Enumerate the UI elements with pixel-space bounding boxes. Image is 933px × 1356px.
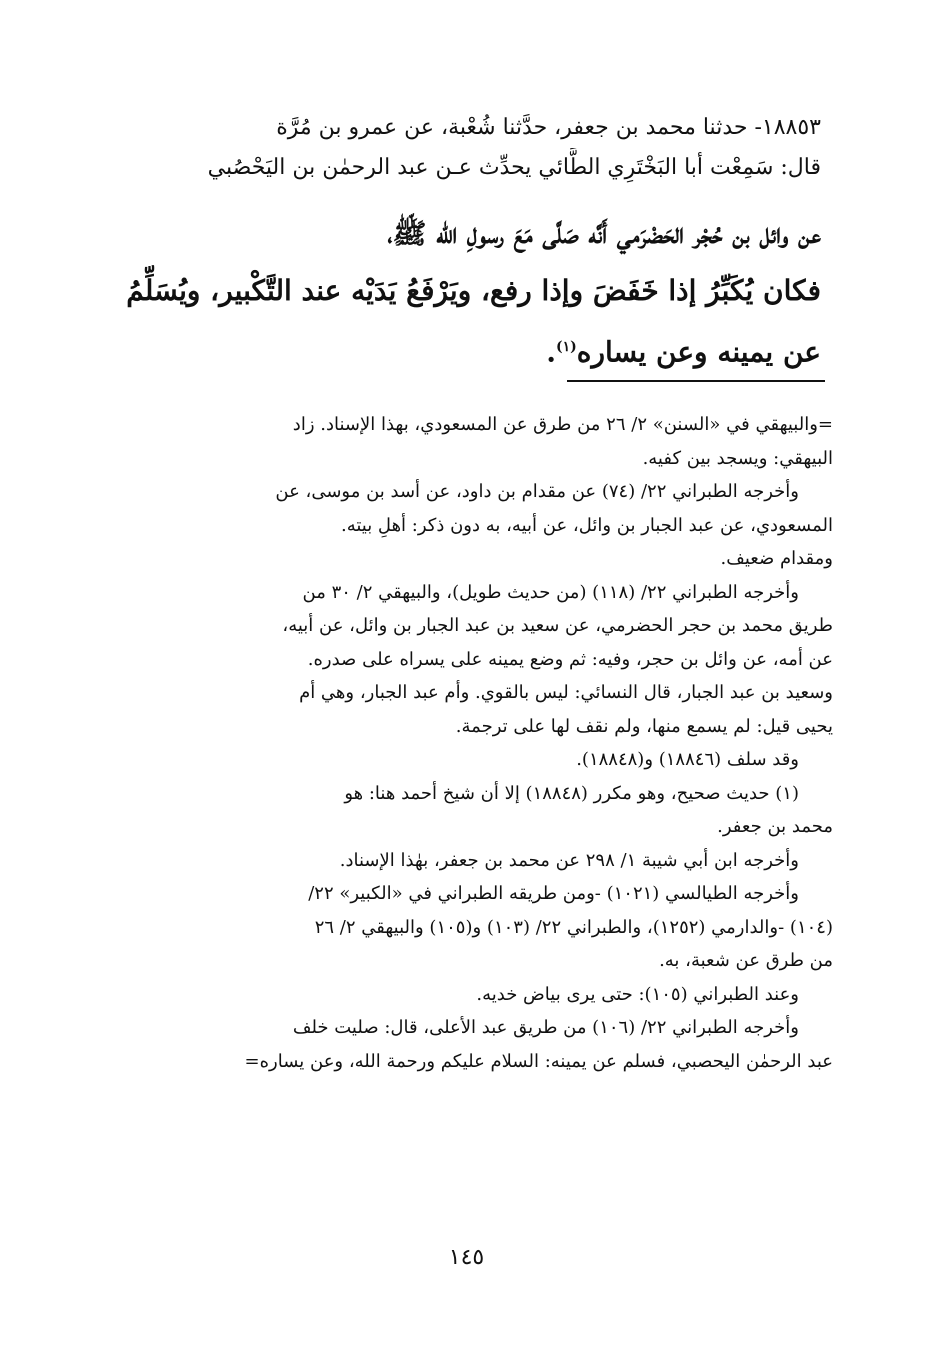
matn-line-3-text: عن يمينه وعن يساره bbox=[576, 335, 821, 369]
matn-line-3 bbox=[121, 319, 821, 380]
footnote-separator bbox=[567, 380, 825, 382]
hadith-isnad bbox=[121, 108, 821, 188]
footnote-line: ومقدام ضعيف. bbox=[720, 548, 833, 569]
footnote-reference[interactable]: (١) bbox=[556, 339, 577, 355]
footnote-line: من طرق عن شعبة، به. bbox=[659, 950, 833, 971]
matn-line-1: عن وائل بن حُجْر الحَضْرَمي أَنَّه صَلَّى مَعَ رسولِ الله ﷺ، bbox=[387, 217, 821, 250]
footnote-line: البيهقي: ويسجد بين كفيه. bbox=[642, 447, 833, 469]
footnote-line: (١٠٤) -والدارمي (١٢٥٢)، والطبراني ٢٢/ (١٠٣) و(١٠٥) والبيهقي ٢/ ٢٦ bbox=[314, 916, 833, 938]
footnote-line: محمد بن جعفر. bbox=[717, 816, 833, 837]
footnote-line: وأخرجه الطبراني ٢٢/ (٧٤) عن مقدام بن داود، عن أسد بن موسى، عن bbox=[275, 481, 799, 502]
footnote-line: عبد الرحمٰن اليحصبي، فسلم عن يمينه: السلام عليكم ورحمة الله، وعن يساره= bbox=[244, 1050, 833, 1072]
footnote-line: =والبيهقي في «السنن» ٢/ ٢٦ من طرق عن المسعودي، بهذا الإسناد. زاد bbox=[292, 414, 833, 435]
footnote-line: وأخرجه الطبراني ٢٢/ (١٠٦) من طريق عبد الأعلى، قال: صليت خلف bbox=[292, 1017, 799, 1038]
footnote-line: وأخرجه ابن أبي شيبة ١/ ٢٩٨ عن محمد بن جعفر، بهٰذا الإسناد. bbox=[339, 849, 799, 871]
footnote-line: عن أمه، عن وائل بن حجر، وفيه: ثم وضع يمينه على يسراه على صدره. bbox=[307, 648, 833, 670]
isnad-line-1: ١٨٨٥٣- حدثنا محمد بن جعفر، حدَّثنا شُعْبة، عن عمرو بن مُرَّة bbox=[276, 115, 821, 140]
footnote-line: وسعيد بن عبد الجبار، قال النسائي: ليس بالقوي. وأم عبد الجبار، وهي أم bbox=[299, 682, 833, 703]
footnote-line: وأخرجه الطيالسي (١٠٢١) -ومن طريقه الطبراني في «الكبير» ٢٢/ bbox=[308, 883, 799, 904]
matn-line-2: فكان يُكَبِّرُ إذا خَفَضَ وإذا رفع، ويَرْفَعُ يَدَيْه عند التَّكْبير، ويُسَلِّمُ bbox=[126, 274, 821, 307]
isnad-line-2: قال: سَمِعْت أبا البَخْتَرِي الطَّائي يحدِّث عـن عبد الرحمٰن بن اليَحْصُبي bbox=[207, 155, 821, 180]
matn-end-mark: . bbox=[546, 335, 557, 369]
footnote-line: وأخرجه الطبراني ٢٢/ (١١٨) (من حديث طويل)، والبيهقي ٢/ ٣٠ من bbox=[302, 581, 799, 603]
page-number: ١٤٥ bbox=[448, 1245, 485, 1270]
footnote-line: (١) حديث صحيح، وهو مكرر (١٨٨٤٨) إلا أن شيخ أحمد هنا: هو bbox=[344, 782, 799, 804]
footnotes-section bbox=[111, 408, 833, 1078]
footnote-line: وعند الطبراني (١٠٥): حتى يرى بياض خديه. bbox=[476, 983, 799, 1005]
footnote-line: وقد سلف (١٨٨٤٦) و(١٨٨٤٨). bbox=[576, 749, 799, 770]
hadith-matn bbox=[121, 205, 821, 380]
footnote-line: طريق محمد بن حجر الحضرمي، عن سعيد بن عبد الجبار بن وائل، عن أبيه، bbox=[282, 615, 833, 636]
footnote-line: يحيى قيل: لم يسمع منها، ولم نقف لها على ترجمة. bbox=[455, 715, 833, 737]
footnote-line: المسعودي، عن عبد الجبار بن وائل، عن أبيه، به دون ذكر: أهلِ بيته. bbox=[340, 514, 833, 536]
